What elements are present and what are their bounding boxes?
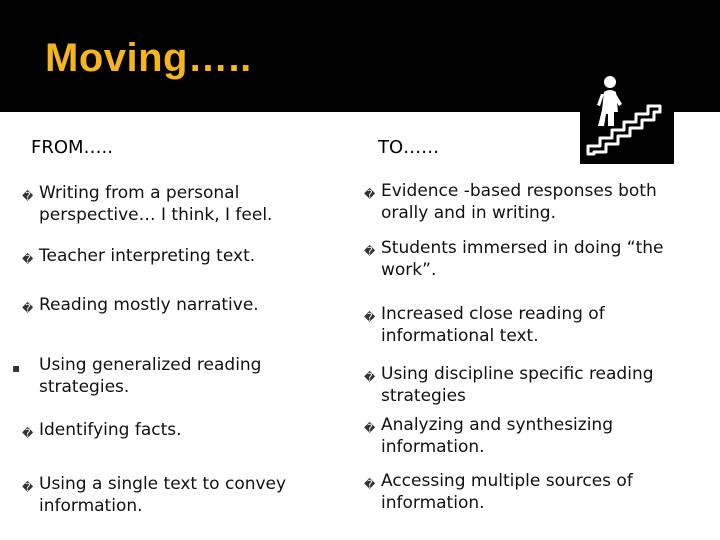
- from-heading: FROM…..: [31, 137, 114, 158]
- to-item-line: Using discipline specific reading: [381, 364, 654, 384]
- bullet-icon: �: [22, 253, 34, 266]
- to-item-line: information.: [381, 437, 485, 457]
- to-item-line: Analyzing and synthesizing: [381, 415, 613, 435]
- to-heading: TO……: [378, 137, 440, 158]
- bullet-icon: �: [364, 311, 376, 324]
- bullet-icon: ▪: [12, 361, 21, 375]
- bullet-icon: �: [364, 371, 376, 384]
- to-item-line: informational text.: [381, 326, 539, 346]
- slide-title: Moving…..: [45, 36, 252, 80]
- from-item-line: strategies.: [39, 377, 130, 397]
- to-item-line: Increased close reading of: [381, 304, 605, 324]
- to-item-line: information.: [381, 493, 485, 513]
- bullet-icon: �: [364, 188, 376, 201]
- from-item-line: information.: [39, 496, 143, 516]
- to-item-line: work”.: [381, 260, 437, 280]
- bullet-icon: �: [22, 190, 34, 203]
- from-item-line: Reading mostly narrative.: [39, 295, 259, 315]
- bullet-icon: �: [364, 478, 376, 491]
- to-item-line: orally and in writing.: [381, 203, 556, 223]
- bullet-icon: �: [22, 302, 34, 315]
- bullet-icon: �: [364, 422, 376, 435]
- stairs-climbing-icon: [580, 68, 674, 164]
- from-item-line: Using a single text to convey: [39, 474, 287, 494]
- bullet-icon: �: [364, 245, 376, 258]
- from-item-line: Identifying facts.: [39, 420, 182, 440]
- from-item-line: Writing from a personal: [39, 183, 240, 203]
- bullet-icon: �: [22, 427, 34, 440]
- from-item-line: Using generalized reading: [39, 355, 262, 375]
- to-item-line: Evidence -based responses both: [381, 181, 657, 201]
- from-item-line: perspective… I think, I feel.: [39, 205, 273, 225]
- to-item-line: strategies: [381, 386, 466, 406]
- from-item-line: Teacher interpreting text.: [39, 246, 256, 266]
- to-item-line: Students immersed in doing “the: [381, 238, 664, 258]
- to-item-line: Accessing multiple sources of: [381, 471, 633, 491]
- bullet-icon: �: [22, 481, 34, 494]
